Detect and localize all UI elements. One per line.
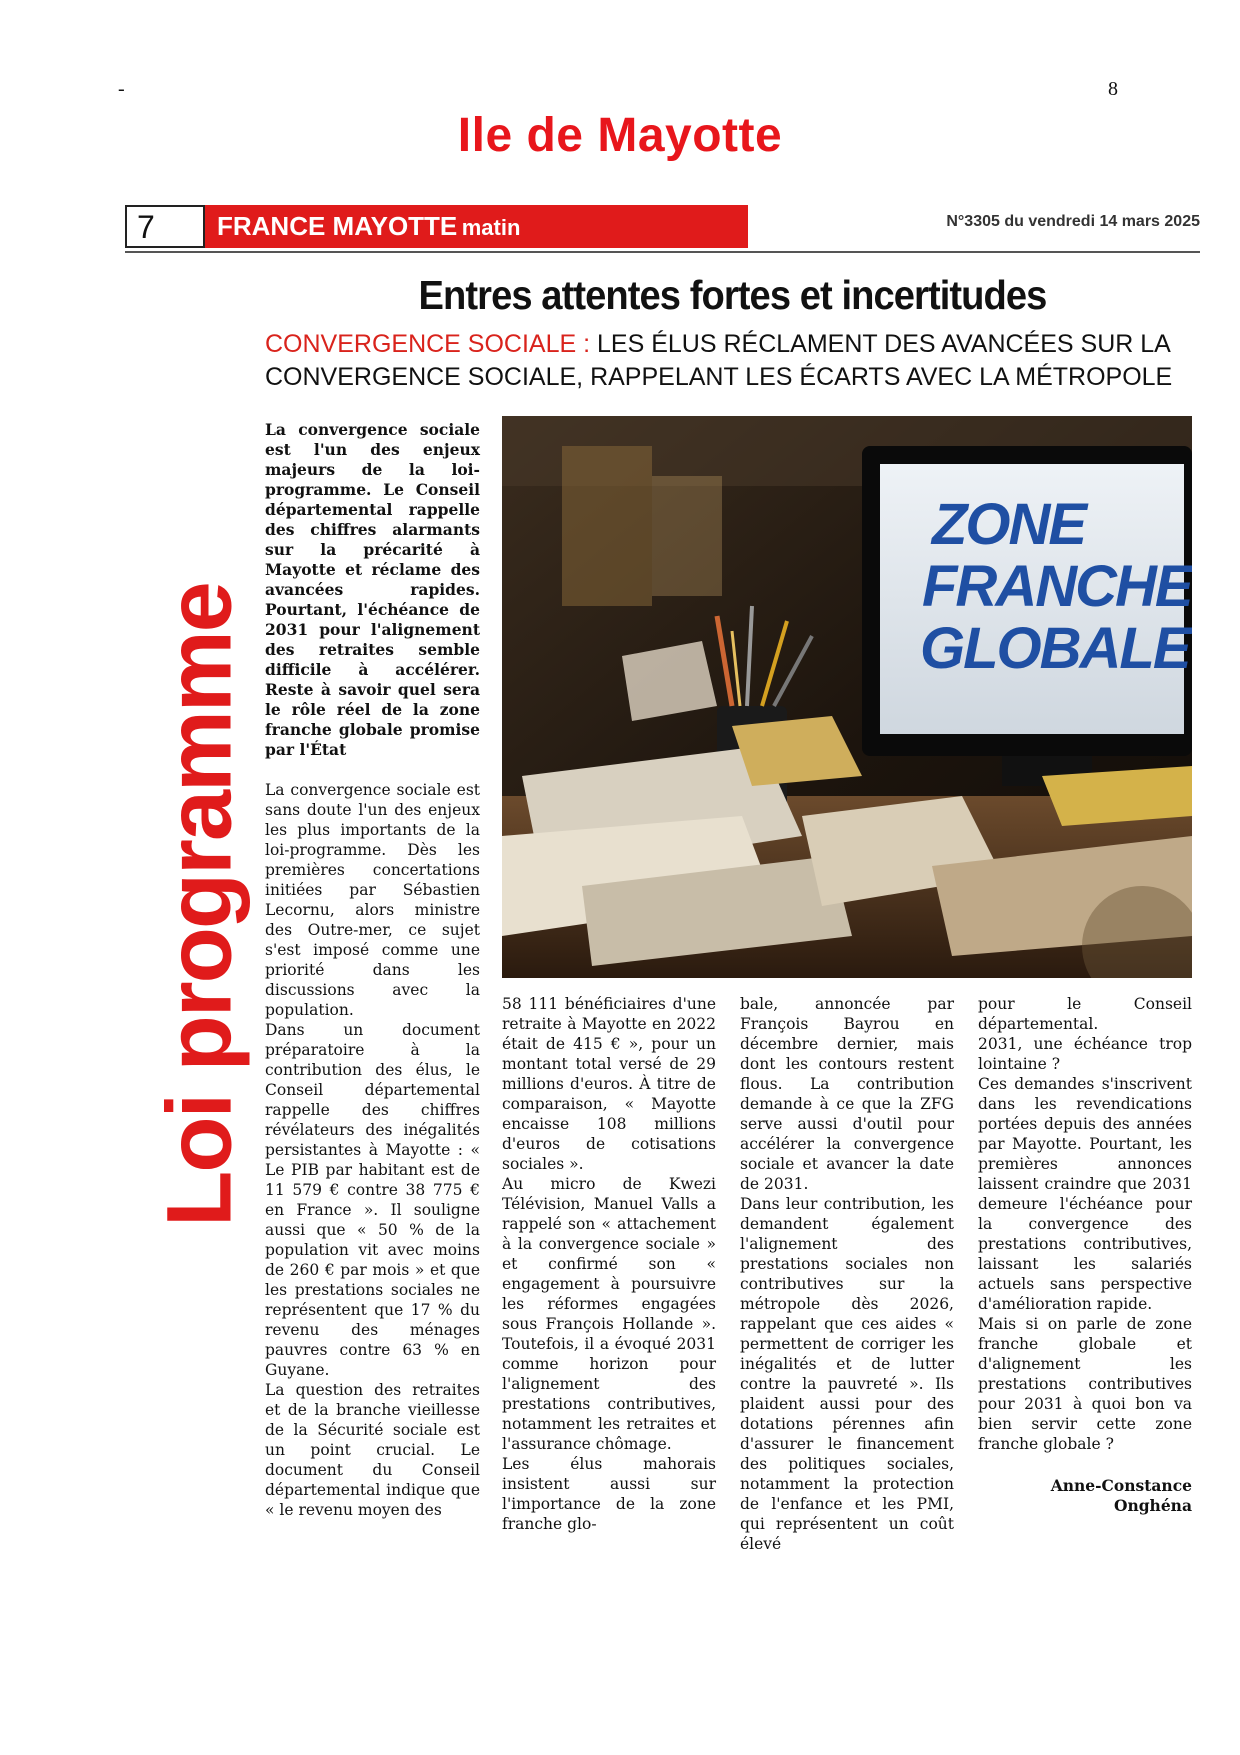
article-column-2 [502,994,716,1534]
column-paragraph: Les élus mahorais insistent aussi sur l'importance de la zone franche glo- [502,1455,716,1533]
article-headline: Entres attentes fortes et incertitudes [418,272,1047,318]
column-paragraph: 58 111 bénéficiaires d'une retraite à Mayotte en 2022 était de 415 € », pour un montant total versé de 29 millions d'euros. À titre de comparaison, « Mayotte encaisse 108 millions d'euros de cotisations sociales ». [502,995,716,1173]
masthead-divider [125,251,1200,253]
masthead-page-number: 7 [125,205,205,248]
issue-date: N°3305 du vendredi 14 mars 2025 [946,213,1200,230]
page-dash: - [118,78,125,100]
article-chapo: La convergence sociale est l'un des enjeux majeurs de la loi-programme. Le Conseil départemental rappelle des chiffres alarmants sur la précarité à Mayotte et réclame des avancées rapides. Pourtant, l'échéance de 2031 pour l'alignement des retraites semble difficile à accélérer. Reste à savoir quel sera le rôle réel de la zone franche globale promise par l'État [265,420,480,759]
column-paragraph: Mais si on parle de zone franche globale et d'alignement les prestations contributives pour 2031 à quoi bon va bien servir cette zone franche globale ? [978,1315,1192,1453]
column-paragraph: Dans un document préparatoire à la contribution des élus, le Conseil départemental rappelle des chiffres révélateurs des inégalités persistantes à Mayotte : « Le PIB par habitant est de 11 579 € contre 38 775 € en France ». Il souligne aussi que « 50 % de la population vit avec moins de 260 € par mois » et que les prestations sociales ne représentent que 17 % du revenu des ménages pauvres contre 63 % en Guyane. [265,1021,480,1379]
article-column-1 [265,420,480,1520]
page-title: Ile de Mayotte [457,109,783,162]
column-paragraph: Ces demandes s'inscrivent dans les revendications portées depuis des années par Mayotte. Pourtant, les premières annonces laissent craindre que 2031 demeure l'échéance pour la convergence des prestations contributives, laissant les salariés actuels sans perspective d'amélioration rapide. [978,1075,1192,1313]
masthead-brand-bar [205,205,748,248]
section-label: Loi programme [148,583,251,1227]
paper-name: FRANCE MAYOTTE [217,211,458,241]
column-subheading: 2031, une échéance trop lointaine ? [978,1035,1192,1073]
column-paragraph: La convergence sociale est sans doute l'un des enjeux les plus importants de la loi-programme. Dès les premières concertations initiées par Sébastien Lecornu, alors ministre des Outre-mer, ce sujet s'est imposé comme une priorité dans les discussions avec la population. [265,781,480,1019]
article-column-3 [740,994,954,1554]
article-deck [265,328,1205,394]
photo-illustration [502,416,1192,978]
column-paragraph: Au micro de Kwezi Télévision, Manuel Valls a rappelé son « attachement à la convergence sociale » et confirmé son « engagement à poursuivre les réformes engagées sous François Hollande ». Toutefois, il a évoqué 2031 comme horizon pour l'alignement des prestations contributives, notamment les retraites et l'assurance chômage. [502,1175,716,1453]
column-paragraph: Dans leur contribution, les demandent également l'alignement des prestations sociales non contributives sur la métropole dès 2026, rappelant que ces aides « permettent de corriger les inégalités et de lutter contre la pauvreté ». Ils plaident aussi pour des dotations pérennes afin d'assurer le financement des politiques sociales, notamment la protection de l'enfance et les PMI, qui représentent un coût élevé [740,1195,954,1553]
screen-line-3: GLOBALE [920,616,1190,681]
author-second-line: Onghéna [1113,1496,1192,1515]
deck-text: LES ÉLUS RÉCLAMENT DES AVANCÉES SUR LA CONVERGENCE SOCIALE, RAPPELANT LES ÉCARTS AVEC LA MÉTROPOLE [265,330,1173,391]
column-paragraph: pour le Conseil départemental. [978,995,1192,1033]
screen-line-1: ZONE [932,492,1086,557]
article-photo [502,416,1192,978]
article-column-4 [978,994,1192,1516]
deck-kicker: CONVERGENCE SOCIALE : [265,330,591,358]
section-label-vertical [145,560,255,1250]
column-paragraph: bale, annoncée par François Bayrou en décembre dernier, mais dont les contours restent flous. La contribution demande à ce que la ZFG serve aussi d'outil pour accélérer la convergence sociale et avancer la date de 2031. [740,995,954,1193]
paper-suffix: matin [461,215,521,240]
newspaper-masthead [125,205,1200,252]
column-paragraph: La question des retraites et de la branche vieillesse de la Sécurité sociale est un point crucial. Le document du Conseil départemental indique que « le revenu moyen des [265,1381,480,1519]
article-author [978,1476,1192,1516]
author-first-line: Anne-Constance [1050,1476,1192,1495]
page-number: 8 [1108,78,1118,100]
screen-line-2: FRANCHE [922,554,1192,619]
